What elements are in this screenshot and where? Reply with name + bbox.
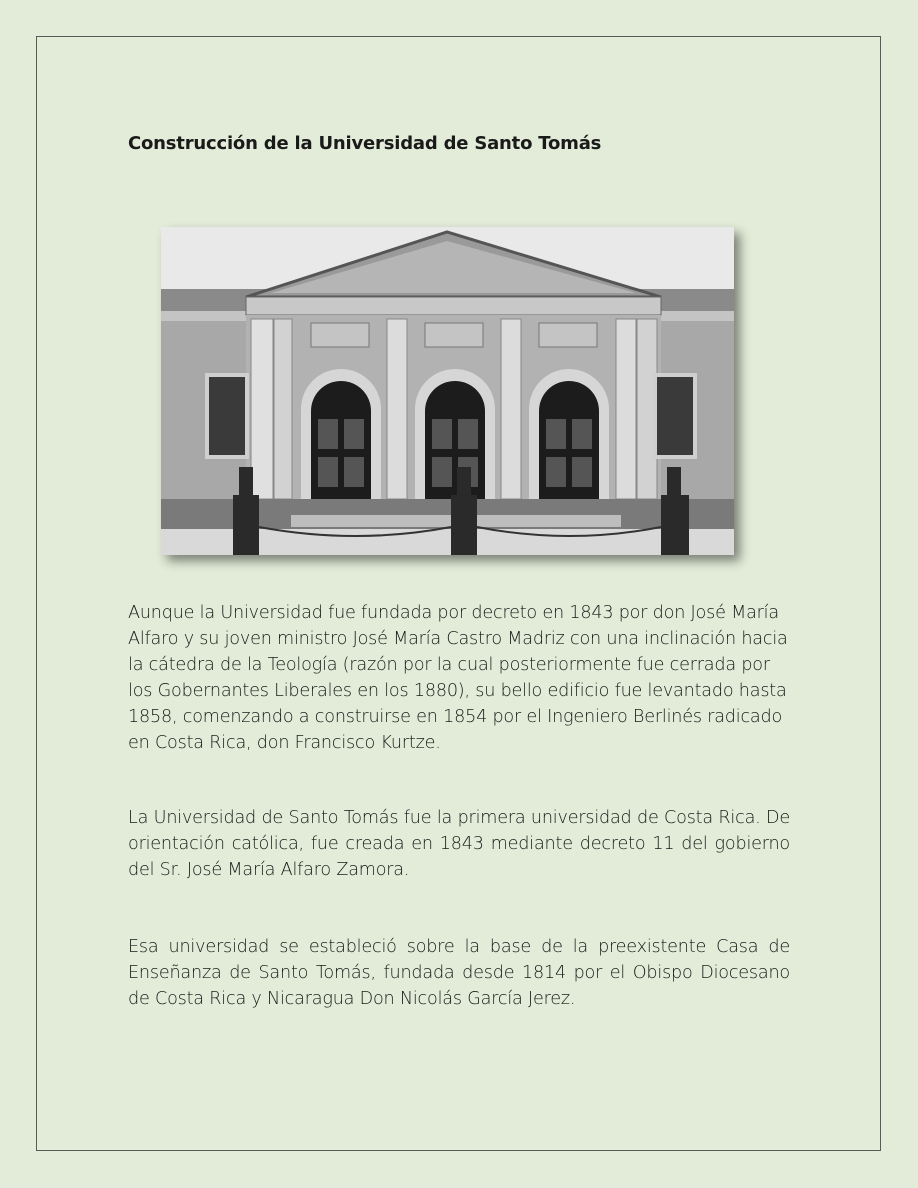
document-title: Construcción de la Universidad de Santo Tomás xyxy=(128,133,602,154)
body-paragraph-1: Aunque la Universidad fue fundada por decreto en 1843 por don José María Alfaro y su joven ministro José María Castro Madriz con una inclinación hacia la cátedra de la Teología (razón por la cual posteriormente fue cerrada por los Gobernantes Liberales en los 1880), su bello edificio fue levantado hasta 1858, comenzando a construirse en 1854 por el Ingeniero Berlinés radicado en Costa Rica, don Francisco Kurtze. xyxy=(128,603,788,753)
university-building-photo xyxy=(161,227,734,555)
body-paragraph-2: La Universidad de Santo Tomás fue la primera universidad de Costa Rica. De orientación católica, fue creada en 1843 mediante decreto 11 del gobierno del Sr. José María Alfaro Zamora. xyxy=(128,808,790,880)
body-paragraph-3: Esa universidad se estableció sobre la base de la preexistente Casa de Enseñanza de Santo Tomás, fundada desde 1814 por el Obispo Diocesano de Costa Rica y Nicaragua Don Nicolás García Jerez. xyxy=(128,937,790,1009)
